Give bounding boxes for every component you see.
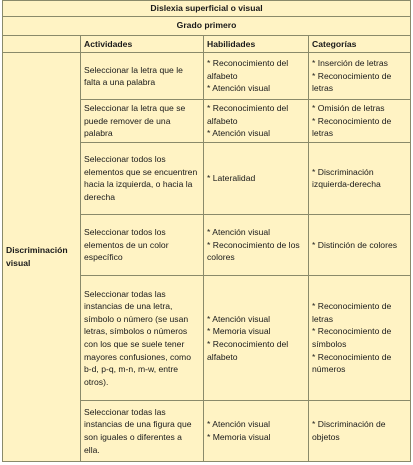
skill-item: * Atención visual bbox=[207, 83, 271, 94]
activity-cell: Seleccionar todas las instancias de una letra, símbolo o número (se usan letras, símbolos o números con los que se suele tener mayores confusiones, como b-d, p-q, m-n, m-w, entre otros). bbox=[81, 275, 204, 400]
activities-table bbox=[2, 0, 411, 462]
activity-cell: Seleccionar todos los elementos que se encuentren hacia la izquierda, o hacia la derecha bbox=[81, 142, 204, 214]
skills-cell bbox=[204, 400, 309, 461]
skill-item: * Atención visual bbox=[207, 128, 271, 139]
skill-item: * Memoria visual bbox=[207, 326, 271, 337]
header-category bbox=[3, 35, 81, 53]
header-categories: Categorías bbox=[309, 35, 411, 53]
activity-cell: Seleccionar todos los elementos de un color específico bbox=[81, 214, 204, 275]
skill-item: * Memoria visual bbox=[207, 431, 271, 442]
skill-item: * Reconocimiento de los colores bbox=[207, 239, 300, 263]
grade-label: Grado primero bbox=[3, 16, 411, 35]
skill-item: * Reconocimiento del alfabeto bbox=[207, 103, 289, 126]
column-header-row bbox=[3, 35, 411, 53]
skill-item: * Atención visual bbox=[207, 419, 271, 430]
categories-cell bbox=[309, 214, 411, 275]
activities-table-frame bbox=[2, 0, 410, 462]
title-row bbox=[3, 1, 411, 17]
category-item: * Discriminación izquierda-derecha bbox=[312, 166, 381, 190]
categories-cell bbox=[309, 275, 411, 400]
skill-item: * Lateralidad bbox=[207, 173, 256, 184]
activity-cell: Seleccionar la letra que se puede remover de una palabra bbox=[81, 100, 204, 143]
table-row bbox=[3, 53, 411, 100]
skills-cell bbox=[204, 53, 309, 100]
category-item: * Reconocimiento de números bbox=[312, 351, 392, 375]
category-item: * Distinción de colores bbox=[312, 239, 398, 250]
categories-cell bbox=[309, 400, 411, 461]
skill-item: * Reconocimiento del alfabeto bbox=[207, 338, 289, 362]
category-item: * Reconocimiento de letras bbox=[312, 70, 392, 94]
category-item: * Omisión de letras bbox=[312, 103, 385, 114]
skills-cell bbox=[204, 275, 309, 400]
header-skills: Habilidades bbox=[204, 35, 309, 53]
grade-row bbox=[3, 16, 411, 35]
category-item: * Reconocimiento de letras bbox=[312, 301, 392, 324]
skill-item: * Reconocimiento del alfabeto bbox=[207, 58, 289, 81]
skill-item: * Atención visual bbox=[207, 227, 271, 238]
category-item: * Reconocimiento de letras bbox=[312, 115, 392, 139]
category-item: * Reconocimiento de símbolos bbox=[312, 326, 392, 349]
skills-cell bbox=[204, 214, 309, 275]
header-activities: Actividades bbox=[81, 35, 204, 53]
activity-cell: Seleccionar la letra que le falta a una palabra bbox=[81, 53, 204, 100]
skills-cell bbox=[204, 100, 309, 143]
skill-item: * Atención visual bbox=[207, 313, 271, 324]
category-item: * Discriminación de objetos bbox=[312, 419, 386, 442]
activity-cell: Seleccionar todas las instancias de una figura que son iguales o diferentes a ella. bbox=[81, 400, 204, 461]
categories-cell bbox=[309, 142, 411, 214]
categories-cell bbox=[309, 53, 411, 100]
skills-cell bbox=[204, 142, 309, 214]
categories-cell bbox=[309, 100, 411, 143]
category-item: * Inserción de letras bbox=[312, 58, 388, 69]
table-title: Dislexia superficial o visual bbox=[3, 1, 411, 17]
row-category-label: Discriminación visual bbox=[3, 53, 81, 462]
